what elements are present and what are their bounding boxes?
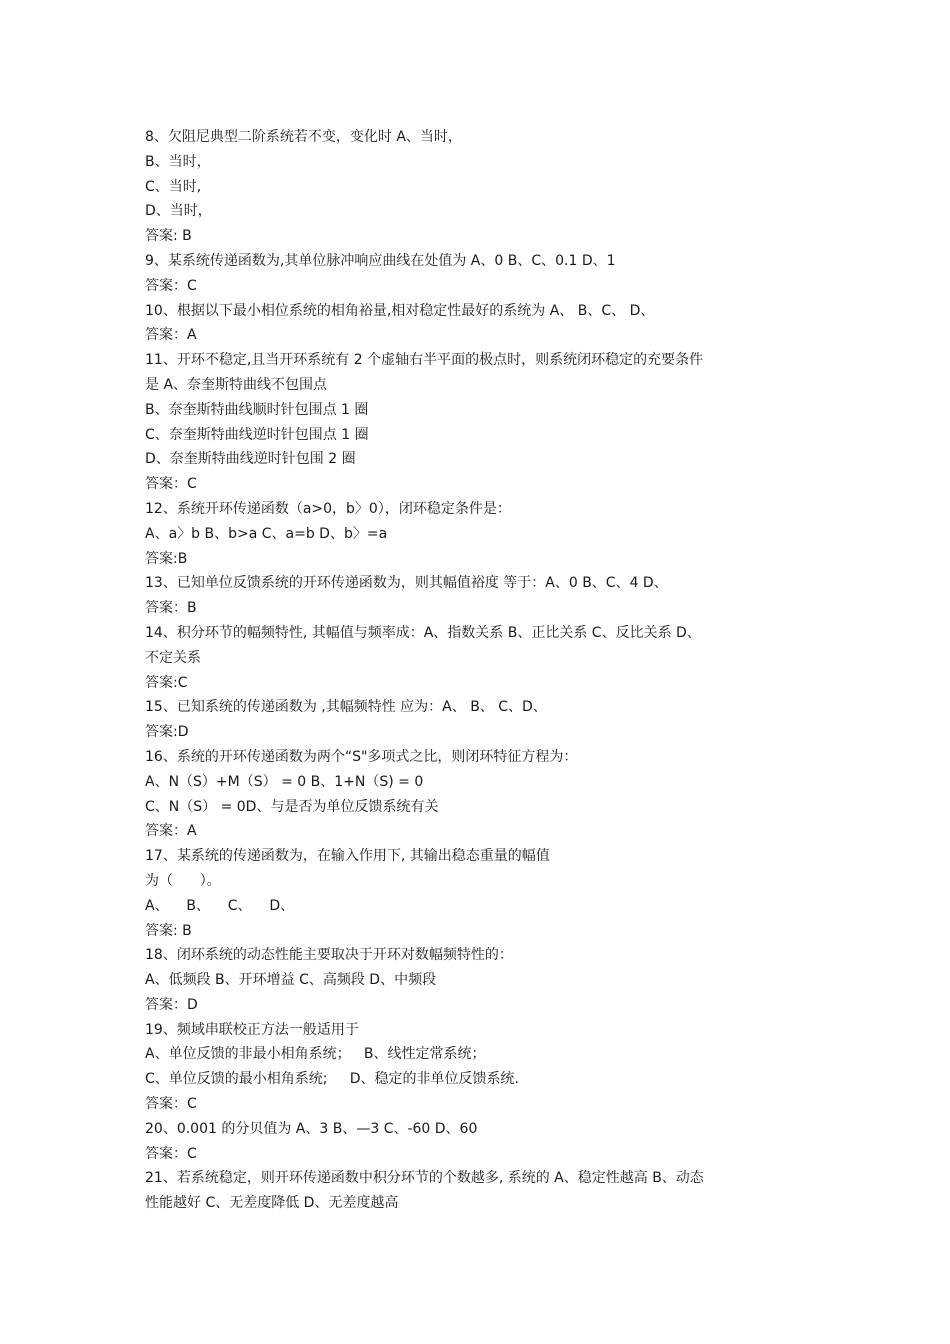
text-line: B、奈奎斯特曲线顺时针包围点 1 圈 (145, 401, 369, 418)
answer-line: 答案：A (145, 823, 197, 840)
text-line: 8、欠阻尼典型二阶系统若不变，变化时 A、当时， (145, 129, 462, 145)
text-line: D、当时， (145, 203, 212, 220)
answer-line: 答案：C (145, 1145, 197, 1162)
answer-line: 答案:C (145, 674, 188, 691)
text-line: 是 A、奈奎斯特曲线不包围点 (145, 376, 328, 393)
answer-line: 答案:B (145, 550, 188, 567)
answer-line: 答案: B (145, 922, 192, 939)
text-line: C、当时, (145, 178, 202, 195)
answer-line: 答案：C (145, 1096, 197, 1113)
text-line: 16、系统的开环传递函数为两个“S"多项式之比，则闭环特征方程为： (145, 748, 578, 765)
text-line: C、N（S） = 0D、与是否为单位反馈系统有关 (145, 798, 439, 815)
text-line: C、奈奎斯特曲线逆时针包围点 1 圈 (145, 426, 369, 443)
text-line: 9、某系统传递函数为,其单位脉冲响应曲线在处值为 A、0 B、C、0.1 D、1 (145, 252, 616, 269)
text-line: 13、已知单位反馈系统的开环传递函数为，则其幅值裕度 等于：A、0 B、C、4 D、 (145, 575, 668, 592)
text-line: A、a〉b B、b>a C、a=b D、b〉=a (145, 525, 388, 542)
answer-line: 答案：B (145, 600, 197, 617)
answer-line: 答案：C (145, 476, 197, 493)
document-body (145, 125, 815, 1216)
text-line: 15、已知系统的传递函数为 ,其幅频特性 应为：A、 B、 C、D、 (145, 699, 547, 716)
answer-line: 答案：A (145, 327, 197, 344)
text-line: 10、根据以下最小相位系统的相角裕量,相对稳定性最好的系统为 A、 B、C、 D、 (145, 302, 655, 319)
text-line: 20、0.001 的分贝值为 A、3 B、—3 C、-60 D、60 (145, 1120, 478, 1137)
text-line: 性能越好 C、无差度降低 D、无差度越高 (145, 1195, 399, 1212)
text-line: 不定关系 (145, 649, 201, 666)
text-line: A、 B、 C、 D、 (145, 897, 295, 914)
text-line: D、奈奎斯特曲线逆时针包围 2 圈 (145, 451, 356, 468)
text-line: 19、频域串联校正方法一般适用于 (145, 1021, 359, 1038)
text-line: 14、积分环节的幅频特性, 其幅值与频率成：A、指数关系 B、正比关系 C、反比关系 D、 (145, 624, 701, 641)
text-line: A、低频段 B、开环增益 C、高频段 D、中频段 (145, 972, 437, 989)
text-line: A、单位反馈的非最小相角系统； B、线性定常系统； (145, 1046, 486, 1063)
answer-line: 答案：D (145, 996, 198, 1013)
text-line: 11、开环不稳定,且当开环系统有 2 个虚轴右半平面的极点时，则系统闭环稳定的充要条件 (145, 352, 704, 369)
text-line: A、N（S）+M（S） = 0 B、1+N（S) = 0 (145, 773, 424, 790)
text-line: C、单位反馈的最小相角系统; D、稳定的非单位反馈系统. (145, 1071, 519, 1088)
answer-line: 答案: B (145, 228, 192, 245)
text-line: 21、若系统稳定，则开环传递函数中积分环节的个数越多, 系统的 A、稳定性越高 B、动态 (145, 1170, 704, 1187)
text-line: 18、闭环系统的动态性能主要取决于开环对数幅频特性的： (145, 947, 513, 964)
answer-line: 答案：C (145, 277, 197, 294)
text-line: 12、系统开环传递函数（a>0，b〉0），闭环稳定条件是： (145, 500, 511, 517)
text-line: 为（ ）。 (145, 872, 221, 889)
text-line: B、当时， (145, 153, 211, 170)
text-line: 17、某系统的传递函数为，在输入作用下, 其输出稳态重量的幅值 (145, 848, 550, 865)
answer-line: 答案:D (145, 724, 189, 741)
